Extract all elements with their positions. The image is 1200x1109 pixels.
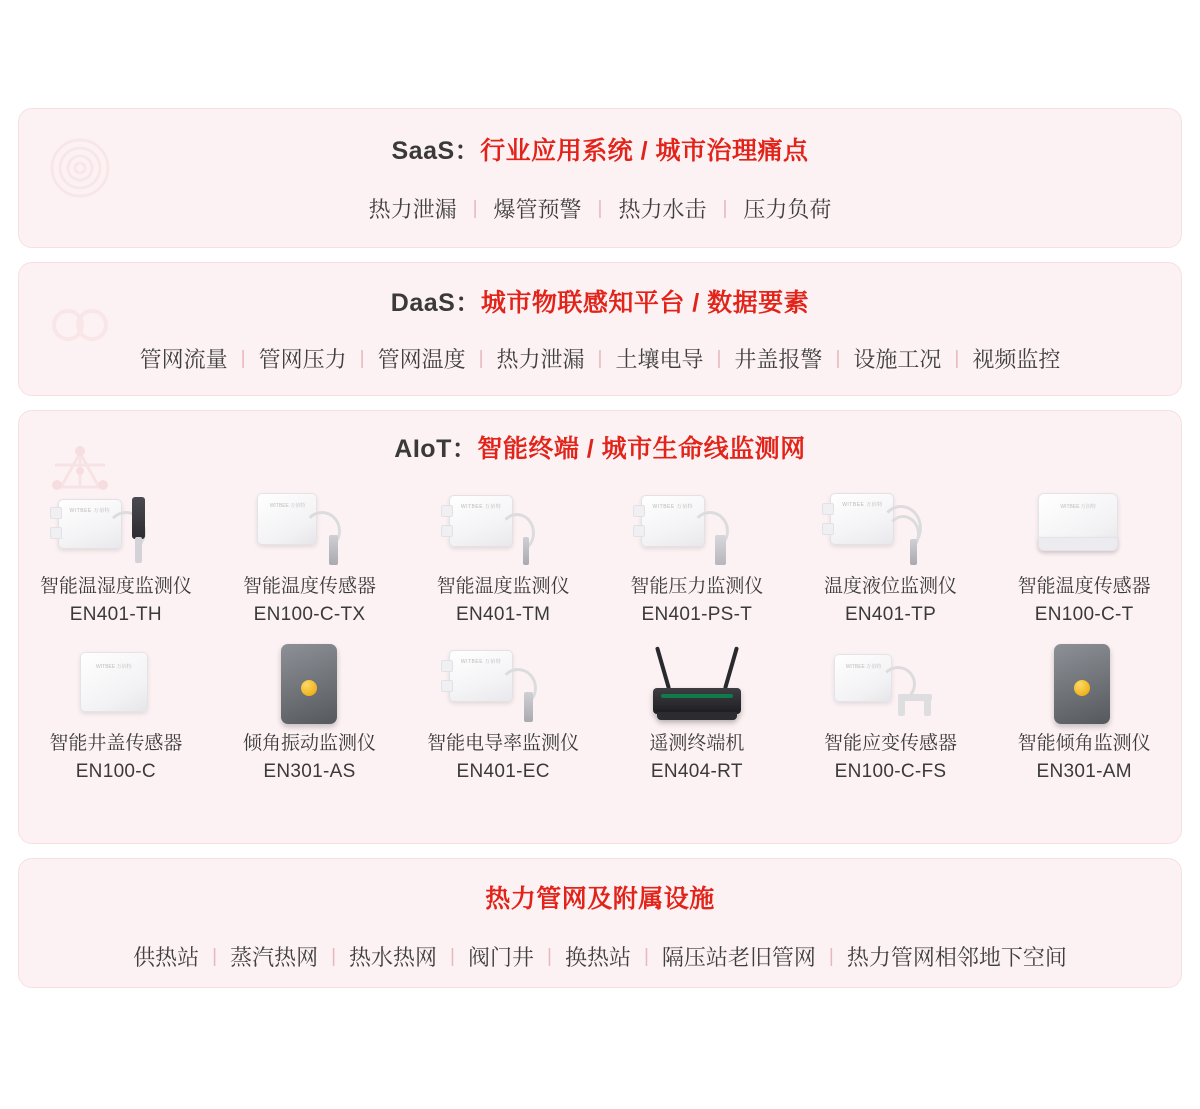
pipe-network-panel	[18, 858, 1182, 988]
device-card[interactable]	[794, 481, 988, 628]
device-card[interactable]	[19, 638, 213, 785]
daas-item[interactable]: 井盖报警	[734, 347, 823, 372]
daas-item[interactable]: 管网压力	[258, 347, 347, 372]
separator: |	[359, 348, 365, 369]
daas-panel	[18, 262, 1182, 396]
daas-item[interactable]: 视频监控	[972, 347, 1061, 372]
daas-item[interactable]: 热力泄漏	[496, 347, 585, 372]
device-image-en401-tp: WITBEE 万佰特	[810, 481, 970, 573]
daas-item[interactable]: 设施工况	[853, 347, 942, 372]
device-name: 智能应变传感器	[823, 733, 957, 755]
device-model: EN401-TP	[844, 603, 937, 625]
device-model: EN301-AM	[1036, 760, 1132, 782]
device-model: EN401-EC	[456, 760, 550, 782]
device-model: EN401-PS-T	[641, 603, 753, 625]
device-name: 智能温湿度监测仪	[39, 576, 192, 597]
device-card[interactable]	[600, 481, 794, 628]
pipe-item[interactable]: 热力管网相邻地下空间	[846, 945, 1067, 970]
separator: |	[240, 348, 246, 369]
separator: |	[597, 348, 603, 369]
separator: |	[954, 348, 960, 369]
separator: |	[828, 946, 834, 967]
device-image-en301-am	[1004, 638, 1164, 730]
separator: |	[212, 946, 218, 967]
device-image-en401-th: WITBEE 万佰特	[36, 481, 196, 573]
separator: |	[722, 198, 728, 219]
aiot-title-main: 智能终端 / 城市生命线监测网	[477, 435, 806, 463]
device-model: EN404-RT	[650, 760, 743, 782]
aiot-title	[19, 429, 1181, 465]
daas-item[interactable]: 管网温度	[377, 347, 466, 372]
device-card[interactable]	[987, 638, 1181, 785]
aiot-panel	[18, 410, 1182, 844]
device-image-en100-c: WITBEE 万佰特	[36, 638, 196, 730]
device-model: EN100-C-FS	[834, 760, 947, 782]
separator: |	[450, 946, 455, 967]
device-card[interactable]	[213, 638, 407, 785]
device-card[interactable]	[987, 481, 1181, 628]
saas-title-main: 行业应用系统 / 城市治理痛点	[480, 137, 809, 165]
saas-item[interactable]: 热力水击	[618, 197, 707, 222]
device-card[interactable]	[213, 481, 407, 628]
pipe-item[interactable]: 供热站	[133, 945, 200, 970]
pipe-item[interactable]: 蒸汽热网	[230, 945, 319, 970]
separator: |	[716, 348, 722, 369]
saas-panel	[18, 108, 1182, 248]
device-card[interactable]	[19, 481, 213, 628]
device-model: EN401-TH	[69, 603, 162, 625]
device-image-en100-c-fs: WITBEE 万佰特	[810, 638, 970, 730]
device-grid	[19, 481, 1181, 785]
device-image-en404-rt	[617, 638, 777, 730]
device-name: 智能温度传感器	[242, 576, 376, 597]
pipe-item[interactable]: 热水热网	[349, 945, 438, 970]
device-card[interactable]	[406, 638, 600, 785]
device-name: 遥测终端机	[649, 733, 745, 755]
device-name: 智能压力监测仪	[630, 576, 764, 597]
device-model: EN301-AS	[263, 760, 356, 782]
pipe-item[interactable]: 换热站	[564, 945, 631, 970]
separator: |	[547, 946, 552, 967]
aiot-title-prefix: AIoT：	[394, 435, 478, 463]
device-model: EN100-C	[75, 760, 156, 782]
separator: |	[835, 348, 841, 369]
daas-item[interactable]: 管网流量	[139, 347, 228, 372]
device-name: 智能温度监测仪	[436, 576, 570, 597]
device-image-en401-tm: WITBEE 万佰特	[423, 481, 583, 573]
device-image-en401-ec: WITBEE 万佰特	[423, 638, 583, 730]
device-name: 温度液位监测仪	[823, 576, 957, 597]
daas-item[interactable]: 土壤电导	[615, 347, 704, 372]
separator: |	[643, 946, 649, 967]
device-image-en301-as	[229, 638, 389, 730]
daas-title-main: 城市物联感知平台 / 数据要素	[480, 289, 810, 317]
daas-item-row	[19, 343, 1181, 374]
pipe-item[interactable]: 阀门井	[467, 945, 534, 970]
device-model: EN401-TM	[456, 603, 551, 625]
pipe-item[interactable]: 隔压站老旧管网	[661, 945, 816, 970]
saas-item[interactable]: 压力负荷	[743, 197, 832, 222]
device-name: 倾角振动监测仪	[242, 733, 376, 755]
saas-title	[19, 131, 1181, 167]
device-image-en100-c-tx: WITBEE 万佰特	[229, 481, 389, 573]
pipe-network-title: 热力管网及附属设施	[485, 885, 715, 913]
device-image-en401-ps-t: WITBEE 万佰特	[617, 481, 777, 573]
separator: |	[472, 198, 478, 219]
saas-item[interactable]: 热力泄漏	[368, 197, 457, 222]
device-model: EN100-C-TX	[253, 603, 366, 625]
daas-title	[19, 283, 1181, 319]
device-card[interactable]	[600, 638, 794, 785]
pipe-item-row	[19, 941, 1181, 972]
device-name: 智能温度传感器	[1017, 576, 1151, 597]
separator: |	[478, 348, 484, 369]
device-card[interactable]	[794, 638, 988, 785]
device-model: EN100-C-T	[1034, 603, 1134, 625]
device-name: 智能井盖传感器	[49, 733, 183, 755]
daas-title-prefix: DaaS：	[390, 289, 481, 317]
device-name: 智能倾角监测仪	[1017, 733, 1151, 755]
separator: |	[597, 198, 603, 219]
separator: |	[331, 946, 337, 967]
saas-item[interactable]: 爆管预警	[493, 197, 582, 222]
saas-title-prefix: SaaS：	[391, 137, 481, 165]
device-name: 智能电导率监测仪	[427, 733, 580, 755]
device-image-en100-c-t: WITBEE 万佰特	[1004, 481, 1164, 573]
saas-item-row	[19, 193, 1181, 224]
device-card[interactable]	[406, 481, 600, 628]
